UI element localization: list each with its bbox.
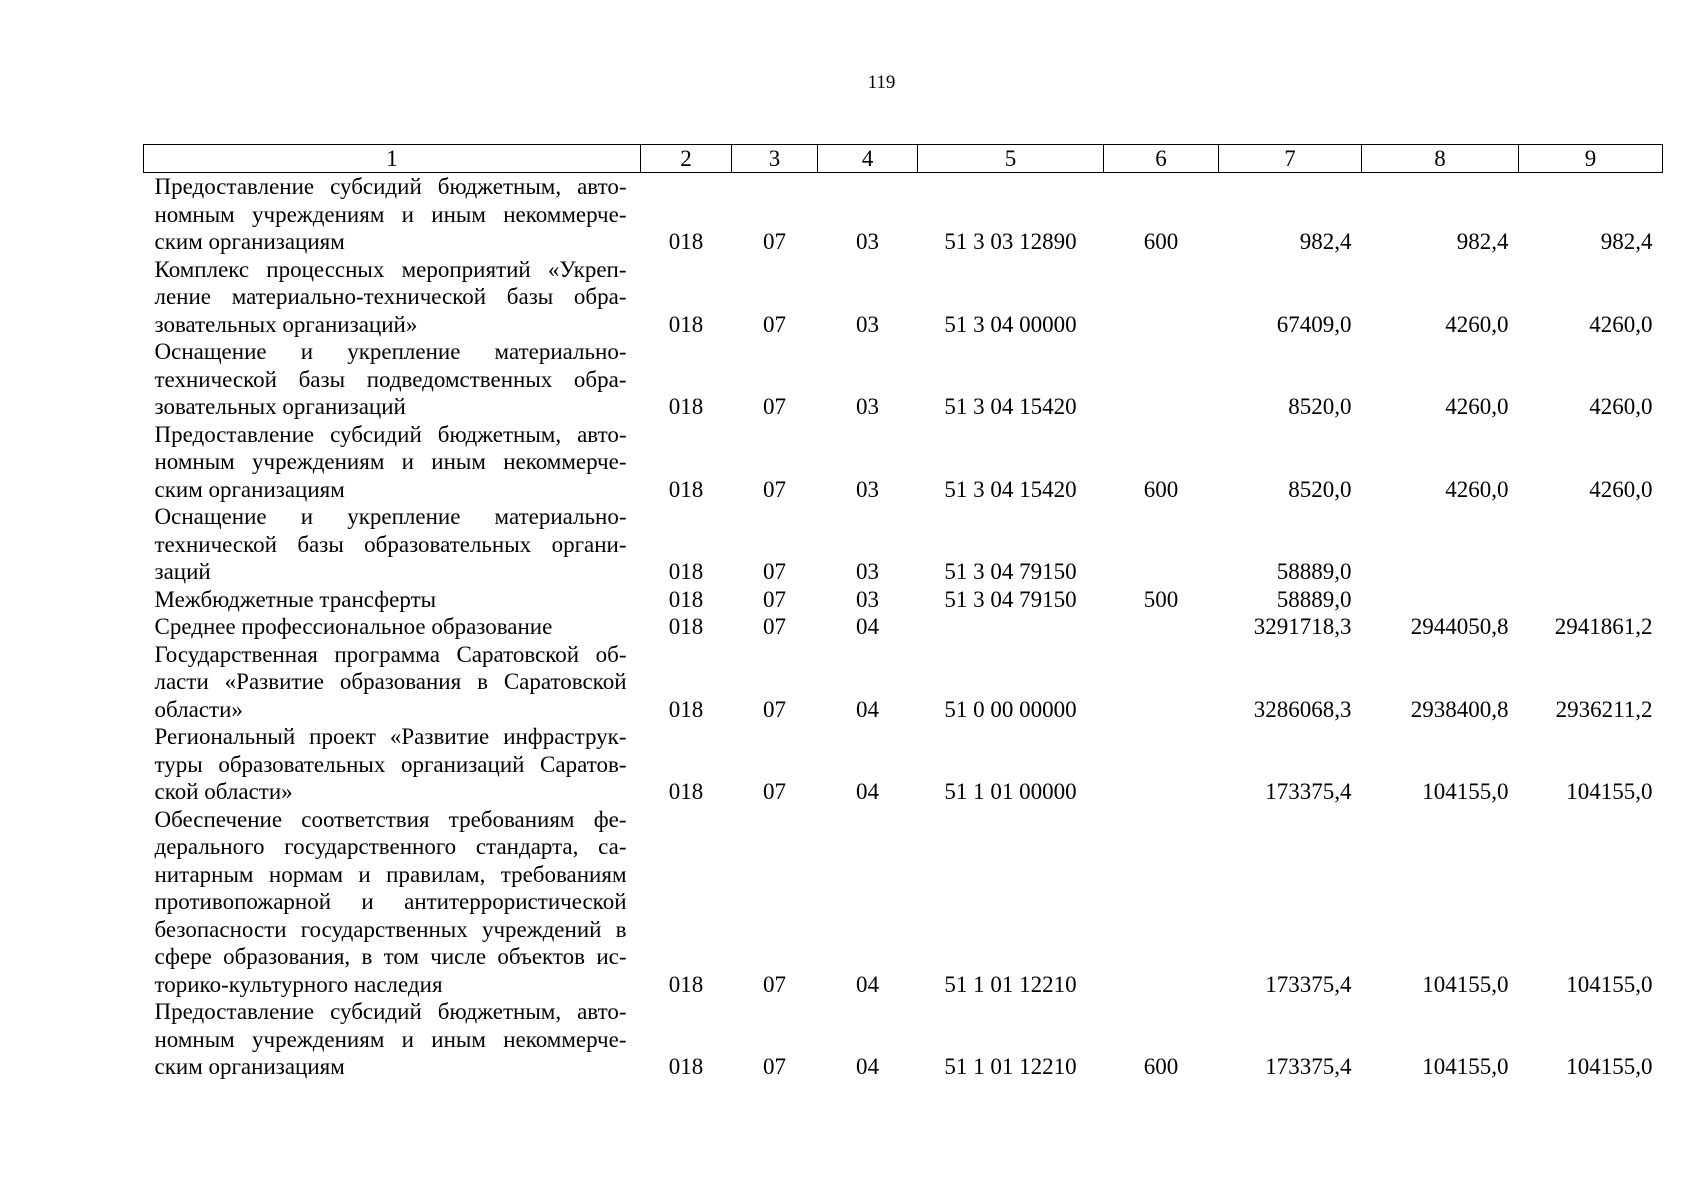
amount-col8: 104155,0 <box>1422 779 1509 804</box>
item-name: Предоставление субсидий бюджетным, авто-номным учреждениям и иным некоммерче-ским организациям <box>154 174 627 254</box>
subsection-code: 04 <box>856 971 879 997</box>
ministry-code: 018 <box>668 559 704 584</box>
amount-col9: 2936211,2 <box>1555 696 1653 722</box>
item-name: Комплекс процессных мероприятий «Укреп-ление материально-технической базы обра-зовательных организаций» <box>154 256 627 337</box>
amount-col7: 173375,4 <box>1265 779 1352 804</box>
section-code: 07 <box>763 559 786 584</box>
amount-col8: 982,4 <box>1456 229 1509 254</box>
target-article-code: 51 1 01 12210 <box>944 971 1077 997</box>
section-code: 07 <box>763 696 786 722</box>
amount-col8: 4260,0 <box>1445 311 1509 337</box>
item-name: Оснащение и укрепление материально-технической базы образовательных органи-заций <box>154 504 627 584</box>
section-code: 07 <box>763 971 786 997</box>
target-article-code: 51 0 00 00000 <box>944 696 1077 722</box>
section-code: 07 <box>763 311 786 337</box>
expense-type-code <box>1104 641 1219 724</box>
subsection-code: 04 <box>856 779 879 804</box>
amount-col9: 982,4 <box>1600 229 1653 254</box>
expense-type-code: 600 <box>1143 1054 1179 1079</box>
ministry-code: 018 <box>668 586 704 612</box>
target-article-code: 51 3 03 12890 <box>944 229 1077 254</box>
amount-col9: 4260,0 <box>1589 311 1653 337</box>
table-body <box>144 173 1663 1081</box>
amount-col7: 3286068,3 <box>1253 696 1352 722</box>
amount-col8: 2938400,8 <box>1410 696 1509 722</box>
column-header: 3 <box>732 145 818 173</box>
target-article-code: 51 1 01 00000 <box>944 779 1077 804</box>
page-number: 119 <box>867 72 896 93</box>
item-name: Оснащение и укрепление материально-технической базы подведомственных обра-зовательных организаций <box>154 339 627 419</box>
column-header: 1 <box>144 145 641 173</box>
subsection-code: 03 <box>856 311 879 337</box>
section-code: 07 <box>763 476 786 502</box>
expense-type-code: 500 <box>1143 586 1179 612</box>
ministry-code: 018 <box>668 394 704 419</box>
item-name: Среднее профессиональное образование <box>154 614 553 639</box>
amount-col8: 4260,0 <box>1445 476 1509 502</box>
subsection-code: 03 <box>856 394 879 419</box>
table-row <box>144 723 1663 806</box>
expense-type-code: 600 <box>1143 229 1179 254</box>
item-name: Предоставление субсидий бюджетным, авто-номным учреждениям и иным некоммерче-ским организациям <box>154 999 627 1079</box>
amount-col8: 4260,0 <box>1445 394 1509 419</box>
amount-col8: 2944050,8 <box>1410 614 1509 639</box>
amount-col7: 8520,0 <box>1288 476 1352 502</box>
expense-type-code <box>1104 806 1219 999</box>
ministry-code: 018 <box>668 971 704 997</box>
column-header: 5 <box>918 145 1104 173</box>
section-code: 07 <box>763 394 786 419</box>
subsection-code: 03 <box>856 586 879 612</box>
subsection-code: 03 <box>856 229 879 254</box>
item-name: Государственная программа Саратовской об-ласти «Развитие образования в Саратовской области» <box>154 641 627 722</box>
table-row <box>144 613 1663 641</box>
expense-type-code <box>1104 256 1219 339</box>
table-row <box>144 806 1663 999</box>
ministry-code: 018 <box>668 614 704 639</box>
amount-col9: 104155,0 <box>1566 971 1653 997</box>
target-article-code <box>918 613 1104 641</box>
target-article-code: 51 3 04 00000 <box>944 311 1077 337</box>
ministry-code: 018 <box>668 229 704 254</box>
expense-type-code <box>1104 723 1219 806</box>
budget-table <box>143 144 1663 1081</box>
section-code: 07 <box>763 229 786 254</box>
ministry-code: 018 <box>668 1054 704 1079</box>
column-header: 8 <box>1362 145 1519 173</box>
section-code: 07 <box>763 779 786 804</box>
ministry-code: 018 <box>668 476 704 502</box>
item-name: Обеспечение соответствия требованиям фе-дерального государственного стандарта, са-нитарным нормам и правилам, требованиям противопожарной и антитеррористической безопасности государственных учреждений в сфере образования, в том числе объектов ис-торико-культурного наследия <box>154 806 627 997</box>
expense-type-code <box>1104 503 1219 586</box>
subsection-code: 03 <box>856 476 879 502</box>
amount-col7: 173375,4 <box>1265 1054 1352 1079</box>
target-article-code: 51 3 04 15420 <box>944 394 1077 419</box>
amount-col9: 2941861,2 <box>1554 614 1653 639</box>
subsection-code: 04 <box>856 1054 879 1079</box>
amount-col7: 982,4 <box>1299 229 1352 254</box>
table-header <box>144 145 1663 173</box>
target-article-code: 51 3 04 79150 <box>944 586 1077 612</box>
amount-col7: 8520,0 <box>1288 394 1352 419</box>
amount-col7: 173375,4 <box>1265 971 1352 997</box>
amount-col9: 104155,0 <box>1566 779 1653 804</box>
target-article-code: 51 3 04 79150 <box>944 559 1077 584</box>
amount-col7: 67409,0 <box>1276 311 1352 337</box>
section-code: 07 <box>763 614 786 639</box>
subsection-code: 04 <box>856 614 879 639</box>
table-row <box>144 173 1663 256</box>
amount-col9: 4260,0 <box>1589 394 1653 419</box>
table-row <box>144 998 1663 1081</box>
amount-col9 <box>1519 586 1663 614</box>
table-row <box>144 586 1663 614</box>
amount-col8: 104155,0 <box>1422 971 1509 997</box>
table-row <box>144 421 1663 504</box>
target-article-code: 51 1 01 12210 <box>944 1054 1077 1079</box>
column-header: 6 <box>1104 145 1219 173</box>
amount-col7: 3291718,3 <box>1253 614 1352 639</box>
item-name: Региональный проект «Развитие инфраструк-туры образовательных организаций Саратов-ской области» <box>154 724 627 804</box>
table-row <box>144 338 1663 421</box>
item-name: Предоставление субсидий бюджетным, авто-номным учреждениям и иным некоммерче-ским организациям <box>154 421 627 502</box>
amount-col8 <box>1362 586 1519 614</box>
subsection-code: 03 <box>856 559 879 584</box>
section-code: 07 <box>763 586 786 612</box>
column-header: 7 <box>1219 145 1362 173</box>
expense-type-code <box>1104 613 1219 641</box>
table-row <box>144 503 1663 586</box>
amount-col7: 58889,0 <box>1276 586 1352 612</box>
expense-type-code <box>1104 338 1219 421</box>
subsection-code: 04 <box>856 696 879 722</box>
amount-col9: 4260,0 <box>1589 476 1653 502</box>
amount-col8: 104155,0 <box>1422 1054 1509 1079</box>
section-code: 07 <box>763 1054 786 1079</box>
item-name: Межбюджетные трансферты <box>154 586 437 612</box>
header-row <box>144 145 1663 173</box>
amount-col9: 104155,0 <box>1566 1054 1653 1079</box>
column-header: 4 <box>818 145 918 173</box>
table-row <box>144 641 1663 724</box>
column-header: 9 <box>1519 145 1663 173</box>
expense-type-code: 600 <box>1143 476 1179 502</box>
column-header: 2 <box>641 145 732 173</box>
amount-col9 <box>1519 503 1663 586</box>
ministry-code: 018 <box>668 779 704 804</box>
amount-col7: 58889,0 <box>1276 559 1352 584</box>
target-article-code: 51 3 04 15420 <box>944 476 1077 502</box>
table-row <box>144 256 1663 339</box>
ministry-code: 018 <box>668 311 704 337</box>
ministry-code: 018 <box>668 696 704 722</box>
amount-col8 <box>1362 503 1519 586</box>
